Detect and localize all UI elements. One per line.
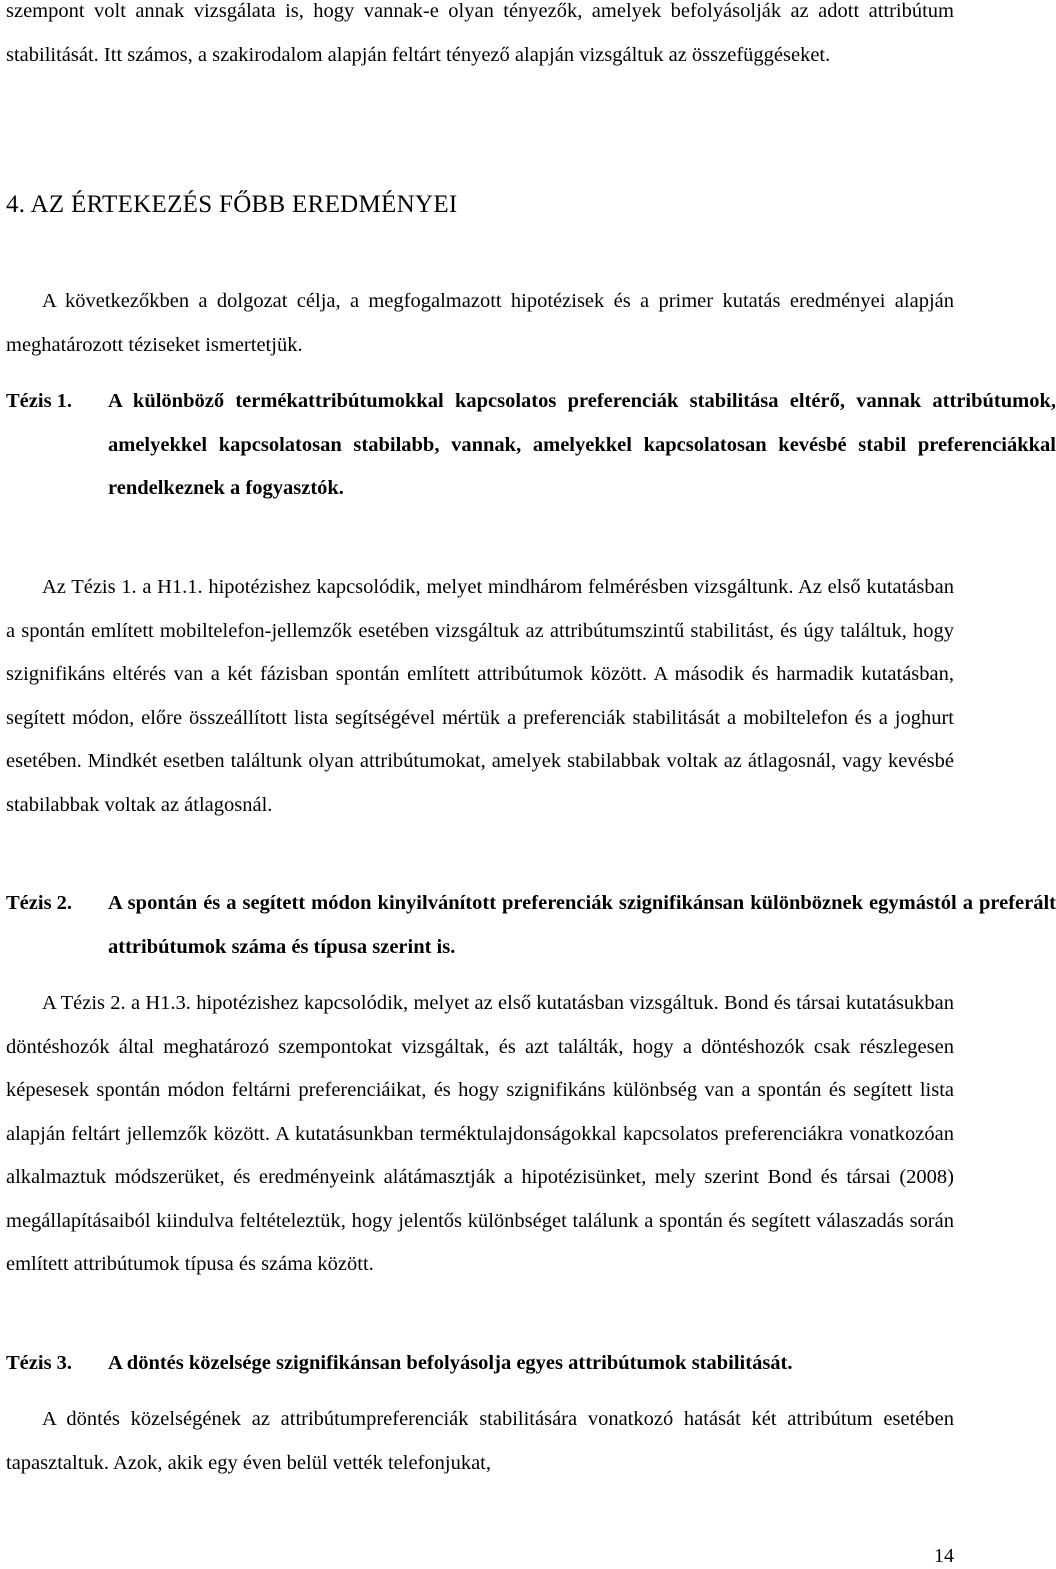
thesis-2-text: A spontán és a segített módon kinyilvánított preferenciák szignifikánsan különböznek egymástól a preferált attribútumok száma és típusa szerint is. bbox=[108, 892, 1056, 958]
thesis-1-label: Tézis 1. bbox=[6, 390, 73, 412]
thesis-3-text: A döntés közelsége szignifikánsan befolyásolja egyes attribútumok stabilitását. bbox=[108, 1352, 793, 1374]
thesis-2-body: A Tézis 2. a H1.3. hipotézishez kapcsolódik, melyet az első kutatásban vizsgáltuk. Bond és társai kutatásukban döntéshozók által meghatározó szempontokat vizsgáltak, és azt találták, hogy a döntéshozók csak részlegesen képesesek spontán módon feltárni preferenciáikat, és hogy szignifikáns különbség van a spontán és segített lista alapján feltárt jellemzők között. A kutatásunkban terméktulajdonságokkal kapcsolatos preferenciákra vonatkozóan alkalmaztuk módszerüket, és eredményeink alátámasztják a hipotézisünket, mely szerint Bond és társai (2008) megállapításaiból kiindulva feltételeztük, hogy jelentős különbséget találunk a spontán és segített válaszadás során említett attribútumok típusa és száma között. bbox=[6, 992, 954, 1275]
thesis-3-statement bbox=[6, 1342, 1056, 1386]
thesis-2-label: Tézis 2. bbox=[6, 892, 73, 914]
thesis-3-label: Tézis 3. bbox=[6, 1352, 73, 1374]
thesis-1-body: Az Tézis 1. a H1.1. hipotézishez kapcsolódik, melyet mindhárom felmérésben vizsgáltunk. Az első kutatásban a spontán említett mobiltelefon-jellemzők esetében vizsgáltuk az attribútumszintű stabilitást, és úgy találtuk, hogy szignifikáns eltérés van a két fázisban spontán említett attribútumok között. A második és harmadik kutatásban, segített módon, előre összeállított lista segítségével mértük a preferenciák stabilitását a mobiltelefon és a joghurt esetében. Mindkét esetben találtunk olyan attribútumokat, amelyek stabilabbak voltak az átlagosnál, vagy kevésbé stabilabbak voltak az átlagosnál. bbox=[6, 576, 954, 816]
thesis-3-body: A döntés közelségének az attribútumpreferenciák stabilitására vonatkozó hatását két attribútum esetében tapasztaltuk. Azok, akik egy éven belül vették telefonjukat, bbox=[6, 1408, 954, 1474]
thesis-1-statement bbox=[6, 380, 1056, 511]
page-number: 14 bbox=[934, 1545, 954, 1567]
thesis-2-statement bbox=[6, 882, 1056, 969]
section-lead-paragraph: A következőkben a dolgozat célja, a megfogalmazott hipotézisek és a primer kutatás eredményei alapján meghatározott téziseket ismertetjük. bbox=[6, 290, 954, 356]
intro-paragraph: szempont volt annak vizsgálata is, hogy vannak-e olyan tényezők, amelyek befolyásolják az adott attribútum stabilitását. Itt számos, a szakirodalom alapján feltárt tényező alapján vizsgáltuk az összefüggéseket. bbox=[6, 0, 954, 66]
thesis-1-text: A különböző termékattribútumokkal kapcsolatos preferenciák stabilitása eltérő, vannak attribútumok, amelyekkel kapcsolatosan stabilabb, vannak, amelyekkel kapcsolatosan kevésbé stabil preferenciákkal rendelkeznek a fogyasztók. bbox=[108, 390, 1056, 499]
section-heading: 4. AZ ÉRTEKEZÉS FŐBB EREDMÉNYEI bbox=[6, 191, 458, 218]
